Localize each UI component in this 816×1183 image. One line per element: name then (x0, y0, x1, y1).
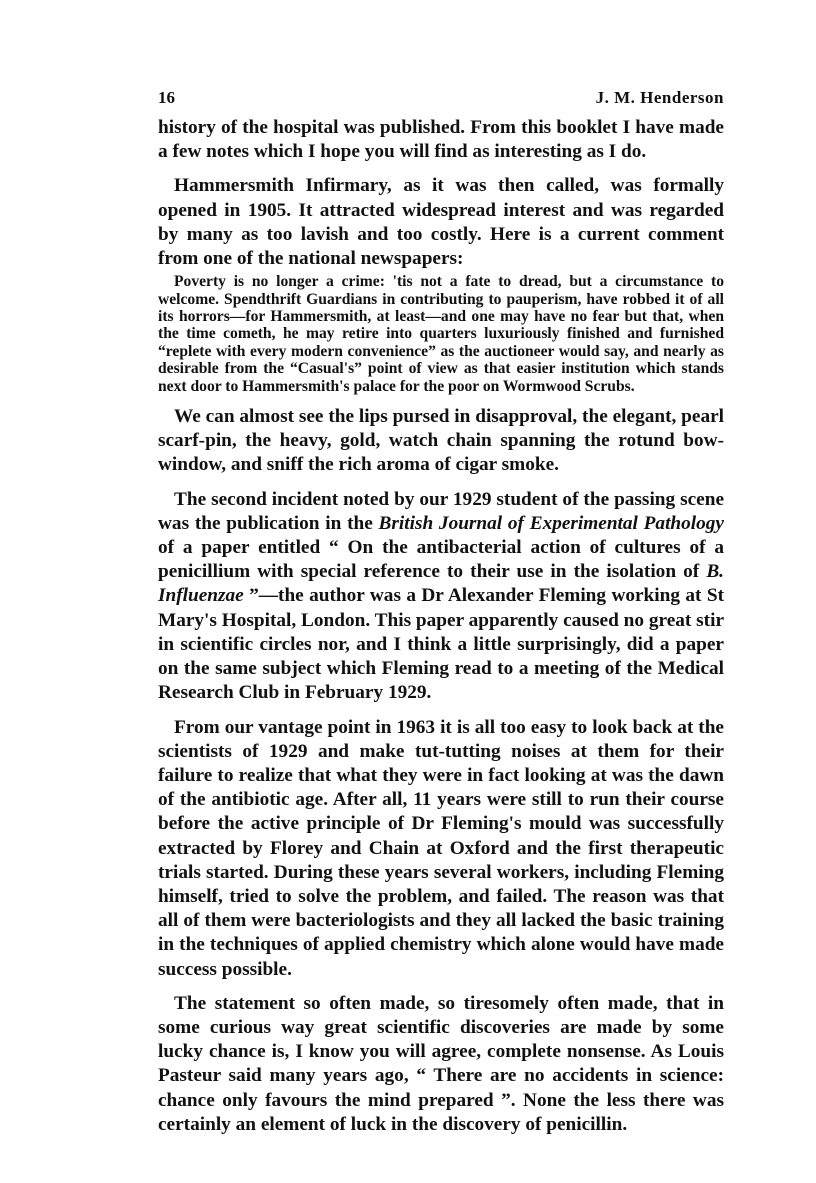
paragraph-1: history of the hospital was published. From this booklet I have made a few notes which I hope you will find as interesting as I do. (158, 117, 724, 163)
author-name: J. M. Henderson (595, 88, 724, 107)
organism-name: B. Influenzae (158, 561, 724, 607)
paragraph-6: The statement so often made, so tiresomely often made, that in some curious way great scientific discoveries are made by some lucky chance is, I know you will agree, complete nonsense. As Louis Pasteur said many years ago, “ There are no accidents in science: chance only favours the mind prepared ”. None the less there was certainly an element of luck in the discovery of penicillin. (158, 992, 724, 1135)
newspaper-quote: Poverty is no longer a crime: 'tis not a fate to dread, but a circumstance to welcome. Spendthrift Guardians in contributing to pauperism, have robbed it of all its horrors—for Hammersmith, at least—and one may have no fear but that, when the time cometh, he may retire into quarters luxuriously finished and furnished “replete with every modern convenience” as the auctioneer would say, and nearly as desirable from the “Casual's” point of view as that easier institution which stands next door to Hammersmith's palace for the poor on Wormwood Scrubs. (158, 273, 724, 395)
document-page (158, 88, 724, 1137)
journal-title: British Journal of Experimental Pathology (378, 512, 724, 534)
paragraph-4-part-a: The second incident noted by our 1929 student of the passing scene was the publication in the (158, 488, 724, 534)
running-head (158, 88, 724, 116)
paragraph-2: Hammersmith Infirmary, as it was then called, was formally opened in 1905. It attracted widespread interest and was regarded by many as too lavish and too costly. Here is a current comment from one of the national newspapers: (158, 175, 724, 270)
paragraph-3: We can almost see the lips pursed in disapproval, the elegant, pearl scarf-pin, the heavy, gold, watch chain spanning the rotund bow-window, and sniff the rich aroma of cigar smoke. (158, 406, 724, 476)
page-number: 16 (158, 88, 175, 107)
paragraph-5: From our vantage point in 1963 it is all too easy to look back at the scientists of 1929 and make tut-tutting noises at them for their failure to realize that what they were in fact looking at was the dawn of the antibiotic age. After all, 11 years were still to run their course before the active principle of Dr Fleming's mould was successfully extracted by Florey and Chain at Oxford and the first therapeutic trials started. During these years several workers, including Fleming himself, tried to solve the problem, and failed. The reason was that all of them were bacteriologists and they all lacked the basic training in the techniques of applied chemistry which alone would have made success possible. (158, 716, 724, 980)
paragraph-4 (158, 488, 724, 706)
article-body (158, 116, 724, 1137)
paragraph-4-part-b: of a paper entitled “ On the antibacterial action of cultures of a penicillium with special reference to their use in the isolation of (158, 537, 724, 583)
paragraph-4-part-c: ”—the author was a Dr Alexander Fleming working at St Mary's Hospital, London. This paper apparently caused no great stir in scientific circles nor, and I think a little surprisingly, did a paper on the same subject which Fleming read to a meeting of the Medical Research Club in February 1929. (158, 585, 724, 704)
